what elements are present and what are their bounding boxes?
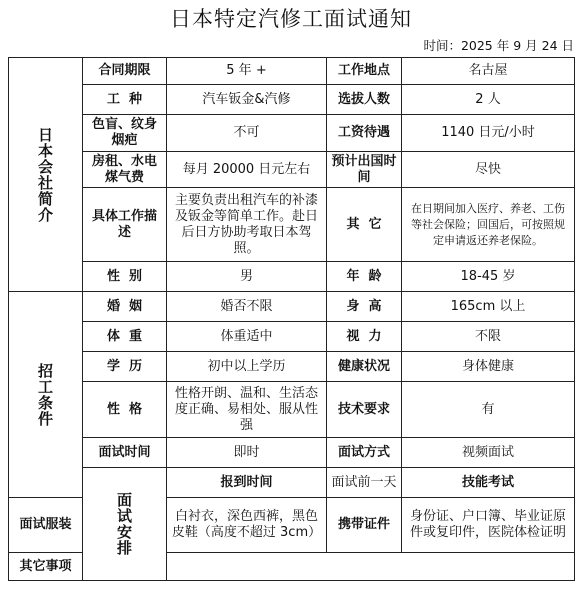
other-notes-value [167, 553, 575, 581]
other-label: 其 它 [327, 188, 402, 262]
skill-test-label: 技能考试 [402, 468, 575, 498]
age-value: 18-45 岁 [402, 262, 575, 292]
section-hiring-conditions: 招 工 条 件 [9, 292, 83, 498]
weight-value: 体重适中 [167, 322, 327, 352]
table-row [9, 152, 575, 188]
table-row [9, 85, 575, 115]
work-location-value: 名古屋 [402, 58, 575, 85]
personality-value: 性格开朗、温和、生活态度正确、易相处、服从性强 [167, 382, 327, 438]
table-row [9, 438, 575, 468]
height-value: 165cm 以上 [402, 292, 575, 322]
expected-departure-value: 尽快 [402, 152, 575, 188]
table-row [9, 292, 575, 322]
page-title: 日本特定汽修工面试通知 [170, 7, 412, 31]
job-description-label: 具体工作描述 [83, 188, 167, 262]
headcount-value: 2 人 [402, 85, 575, 115]
interview-notice-table [8, 57, 575, 581]
work-location-label: 工作地点 [327, 58, 402, 85]
vision-label: 视 力 [327, 322, 402, 352]
table-row [9, 382, 575, 438]
vision-value: 不限 [402, 322, 575, 352]
interview-attire-label: 面试服装 [9, 498, 83, 553]
marriage-label: 婚 姻 [83, 292, 167, 322]
expected-departure-label: 预计出国时间 [327, 152, 402, 188]
table-row [9, 468, 575, 498]
contract-period-value: 5 年 + [167, 58, 327, 85]
color-blind-tattoo-value: 不可 [167, 115, 327, 152]
documents-label: 携带证件 [327, 498, 402, 553]
interview-time-label: 面试时间 [83, 438, 167, 468]
contract-period-label: 合同期限 [83, 58, 167, 85]
table-row [9, 352, 575, 382]
table-row [9, 58, 575, 85]
education-value: 初中以上学历 [167, 352, 327, 382]
salary-value: 1140 日元/小时 [402, 115, 575, 152]
interview-time-value: 即时 [167, 438, 327, 468]
documents-value: 身份证、户口簿、毕业证原件或复印件，医院体检证明 [402, 498, 575, 553]
health-value: 身体健康 [402, 352, 575, 382]
age-label: 年 龄 [327, 262, 402, 292]
marriage-value: 婚否不限 [167, 292, 327, 322]
job-type-label: 工 种 [83, 85, 167, 115]
tech-requirement-value: 有 [402, 382, 575, 438]
other-notes-label: 其它事项 [9, 553, 83, 581]
other-value: 在日期间加入医疗、养老、工伤等社会保险；回国后，可按照规定申请返还养老保险。 [402, 188, 575, 262]
report-time-label: 报到时间 [167, 468, 327, 498]
gender-label: 性 别 [83, 262, 167, 292]
section-company-intro: 日 本 会 社 简 介 [9, 58, 83, 292]
tech-requirement-label: 技术要求 [327, 382, 402, 438]
education-label: 学 历 [83, 352, 167, 382]
rent-utilities-label: 房租、水电煤气费 [83, 152, 167, 188]
job-description-value: 主要负责出租汽车的补漆及钣金等简单工作。赴日后日方协助考取日本驾照。 [167, 188, 327, 262]
table-row [9, 262, 575, 292]
health-label: 健康状况 [327, 352, 402, 382]
section-interview-arrangement: 面 试 安 排 [83, 468, 167, 581]
notice-date: 时间：2025 年 9 月 24 日 [423, 38, 574, 53]
gender-value: 男 [167, 262, 327, 292]
personality-label: 性 格 [83, 382, 167, 438]
color-blind-tattoo-label: 色盲、纹身烟疤 [83, 115, 167, 152]
interview-attire-value: 白衬衣，深色西裤，黑色皮鞋（高度不超过 3cm） [167, 498, 327, 553]
table-row [9, 115, 575, 152]
salary-label: 工资待遇 [327, 115, 402, 152]
report-time-value: 面试前一天 [327, 468, 402, 498]
headcount-label: 选拔人数 [327, 85, 402, 115]
interview-method-value: 视频面试 [402, 438, 575, 468]
job-type-value: 汽车钣金&汽修 [167, 85, 327, 115]
table-row [9, 322, 575, 352]
table-row [9, 188, 575, 262]
interview-method-label: 面试方式 [327, 438, 402, 468]
rent-utilities-value: 每月 20000 日元左右 [167, 152, 327, 188]
height-label: 身 高 [327, 292, 402, 322]
weight-label: 体 重 [83, 322, 167, 352]
